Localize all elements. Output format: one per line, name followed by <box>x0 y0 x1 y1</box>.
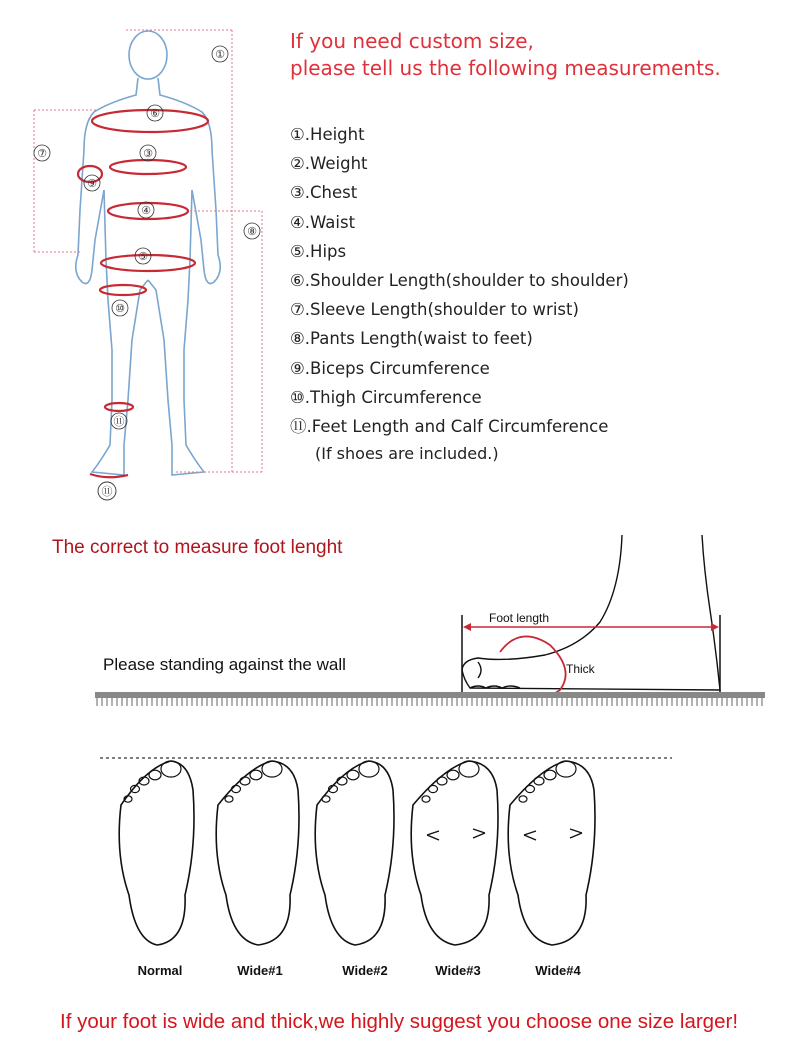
foot-length-diagram <box>0 530 800 720</box>
thick-label: Thick <box>566 662 595 676</box>
toe <box>519 796 527 802</box>
foot-label-wide2: Wide#2 <box>342 963 388 978</box>
toe <box>556 761 576 777</box>
toe <box>526 785 535 792</box>
marker-height: ① <box>215 48 225 61</box>
custom-size-heading-line1: If you need custom size, <box>290 29 534 53</box>
marker-biceps: ⑨ <box>87 177 97 190</box>
toe <box>250 770 262 780</box>
measurement-item: ⑥.Shoulder Length(shoulder to shoulder) <box>290 270 629 290</box>
foot-length-label: Foot length <box>489 611 550 625</box>
measurement-item: ⑤.Hips <box>290 241 347 261</box>
custom-size-heading-line2: please tell us the following measurements. <box>290 56 721 80</box>
toe <box>161 761 181 777</box>
width-arrow <box>524 829 582 840</box>
measurement-guide-lines <box>34 30 262 472</box>
wall-instruction: Please standing against the wall <box>103 655 346 674</box>
measurement-item: ⑪.Feet Length and Calf Circumference <box>290 416 609 436</box>
measurement-item: ⑨.Biceps Circumference <box>290 358 490 378</box>
toe <box>437 777 447 785</box>
measurement-item: ②.Weight <box>290 154 368 174</box>
marker-chest: ③ <box>143 147 153 160</box>
floor-bar <box>95 692 765 698</box>
custom-size-heading <box>290 28 721 82</box>
width-arrow <box>427 829 485 840</box>
shoes-note: (If shoes are included.) <box>315 444 499 463</box>
body-outline <box>76 31 221 475</box>
toe <box>240 777 250 785</box>
toe <box>359 761 379 777</box>
toe <box>534 777 544 785</box>
measurement-item: ①.Height <box>290 125 365 144</box>
toe <box>429 785 438 792</box>
toe <box>544 770 556 780</box>
toe <box>459 761 479 777</box>
foot-outline <box>216 761 299 945</box>
measurement-item: ④.Waist <box>290 212 356 232</box>
arrow-head-left <box>463 623 471 631</box>
marker-pants: ⑧ <box>247 225 257 238</box>
toe <box>232 785 241 792</box>
measurement-item: ⑦.Sleeve Length(shoulder to wrist) <box>290 300 579 320</box>
foot-width-shapes <box>119 761 595 945</box>
toe <box>322 796 330 802</box>
measurement-item: ③.Chest <box>290 183 358 203</box>
marker-feet: ⑪ <box>101 485 113 498</box>
toe <box>347 770 359 780</box>
floor-ruler-ticks <box>97 698 762 706</box>
body-measurement-figure <box>0 0 290 510</box>
marker-hips: ⑤ <box>138 250 148 263</box>
toe <box>447 770 459 780</box>
toe <box>262 761 282 777</box>
toe <box>149 770 161 780</box>
foot-label-wide1: Wide#1 <box>237 963 283 978</box>
size-advice-note: If your foot is wide and thick,we highly suggest you choose one size larger! <box>60 1010 739 1033</box>
foot-outline <box>508 761 595 945</box>
foot-label-normal: Normal <box>137 963 183 978</box>
marker-calf: ⑪ <box>113 415 125 428</box>
foot-outline <box>315 761 394 945</box>
measurement-list <box>290 124 629 445</box>
marker-sleeve: ⑦ <box>37 147 47 160</box>
foot-width-diagram <box>0 745 800 990</box>
marker-shoulder: ⑥ <box>150 107 160 120</box>
marker-thigh: ⑩ <box>115 302 125 315</box>
arrow-head-right <box>711 623 719 631</box>
measurement-item: ⑧.Pants Length(waist to feet) <box>290 329 533 349</box>
foot-label-wide3: Wide#3 <box>435 963 481 978</box>
foot-measure-title: The correct to measure foot lenght <box>52 537 343 558</box>
foot-label-wide4: Wide#4 <box>535 963 581 978</box>
measurement-item: ⑩.Thigh Circumference <box>290 387 482 407</box>
foot-outline <box>119 761 194 945</box>
toe <box>225 796 233 802</box>
body-markers <box>34 46 260 500</box>
toe <box>422 796 430 802</box>
marker-waist: ④ <box>141 204 151 217</box>
foot-outline <box>411 761 498 945</box>
